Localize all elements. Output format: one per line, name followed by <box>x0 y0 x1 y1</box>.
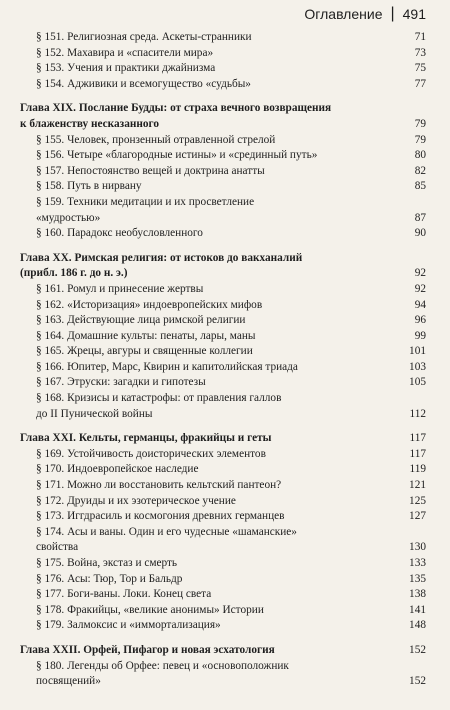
toc-entry[interactable]: § 176. Асы: Тюр, Тор и Бальдр 135 <box>36 572 426 585</box>
page-header <box>304 0 426 28</box>
page-number: 491 <box>402 6 426 22</box>
toc-entry[interactable]: § 180. Легенды об Орфее: певец и «основоположник <box>36 659 289 672</box>
toc-entry[interactable]: § 156. Четыре «благородные истины» и «срединный путь» 80 <box>36 149 426 162</box>
running-title: Оглавление <box>304 6 383 22</box>
toc-chapter-20 <box>20 251 426 423</box>
toc-chapter-22 <box>20 643 426 690</box>
toc-entry[interactable]: § 168. Кризисы и катастрофы: от правления галлов <box>36 392 282 405</box>
toc-entry[interactable]: § 167. Этруски: загадки и гипотезы 105 <box>36 376 426 389</box>
toc-entry[interactable]: § 166. Юпитер, Марс, Квирин и капитолийская триада 103 <box>36 360 426 373</box>
toc-entry-cont[interactable]: до II Пунической войны 112 <box>36 407 426 420</box>
chapter-title-cont[interactable]: к блаженству несказанного 79 <box>20 117 426 130</box>
toc-entry[interactable]: § 178. Фракийцы, «великие анонимы» Истории 141 <box>36 603 426 616</box>
chapter-title-cont[interactable]: (прибл. 186 г. до н. э.) 92 <box>20 267 426 280</box>
toc-section-top <box>20 30 426 92</box>
chapter-title[interactable]: Глава XXI. Кельты, германцы, фракийцы и геты 117 <box>20 432 426 445</box>
header-separator: | <box>390 5 395 22</box>
toc-entry[interactable]: § 152. Махавира и «спасители мира» 73 <box>36 46 426 59</box>
toc-chapter-21 <box>20 431 426 634</box>
toc-entry[interactable]: § 165. Жрецы, авгуры и священные коллегии 101 <box>36 345 426 358</box>
toc-entry[interactable]: § 160. Парадокс необусловленного 90 <box>36 227 426 240</box>
toc-entry[interactable]: § 173. Иггдрасиль и космогония древних германцев 127 <box>36 510 426 523</box>
toc-entry[interactable]: § 154. Адживики и всемогущество «судьбы» 77 <box>36 77 426 90</box>
toc-entry[interactable]: § 164. Домашние культы: пенаты, лары, маны 99 <box>36 329 426 342</box>
toc-entry[interactable]: § 161. Ромул и принесение жертвы 92 <box>36 282 426 295</box>
chapter-title[interactable]: Глава XIX. Послание Будды: от страха вечного возвращения <box>20 102 332 115</box>
toc-entry[interactable]: § 158. Путь в нирвану 85 <box>36 180 426 193</box>
toc-entry[interactable]: § 162. «Историзация» индоевропейских мифов 94 <box>36 298 426 311</box>
toc-entry[interactable]: § 170. Индоевропейское наследие 119 <box>36 463 426 476</box>
toc-entry[interactable]: § 153. Учения и практики джайнизма 75 <box>36 62 426 75</box>
toc-entry[interactable]: § 151. Религиозная среда. Аскеты-странники 71 <box>36 31 426 43</box>
toc-entry[interactable]: § 155. Человек, пронзенный отравленной стрелой 79 <box>36 133 426 146</box>
toc-entry[interactable]: § 174. Асы и ваны. Один и его чудесные «шаманские» <box>36 525 297 538</box>
toc-entry-cont[interactable]: свойства 130 <box>36 541 426 554</box>
table-of-contents <box>20 30 426 690</box>
toc-entry[interactable]: § 159. Техники медитации и их просветление <box>36 195 255 208</box>
toc-entry[interactable]: § 157. Непостоянство вещей и доктрина анатты 82 <box>36 164 426 177</box>
chapter-title[interactable]: Глава XXII. Орфей, Пифагор и новая эсхатология 152 <box>20 643 426 656</box>
toc-entry[interactable]: § 179. Залмоксис и «иммортализация» 148 <box>36 619 426 632</box>
toc-chapter-19 <box>20 101 426 241</box>
toc-entry[interactable]: § 171. Можно ли восстановить кельтский пантеон? 121 <box>36 479 426 492</box>
toc-entry-cont[interactable]: «мудростью» 87 <box>36 211 426 224</box>
toc-entry[interactable]: § 169. Устойчивость доисторических элементов 117 <box>36 447 426 460</box>
toc-entry-cont[interactable]: посвящений» 152 <box>36 675 426 688</box>
toc-entry[interactable]: § 163. Действующие лица римской религии 96 <box>36 314 426 327</box>
toc-entry[interactable]: § 175. Война, экстаз и смерть 133 <box>36 557 426 569</box>
toc-entry[interactable]: § 172. Друиды и их эзотерическое учение 125 <box>36 494 426 507</box>
chapter-title[interactable]: Глава XX. Римская религия: от истоков до вакханалий <box>20 251 303 264</box>
toc-entry[interactable]: § 177. Боги-ваны. Локи. Конец света 138 <box>36 588 426 601</box>
